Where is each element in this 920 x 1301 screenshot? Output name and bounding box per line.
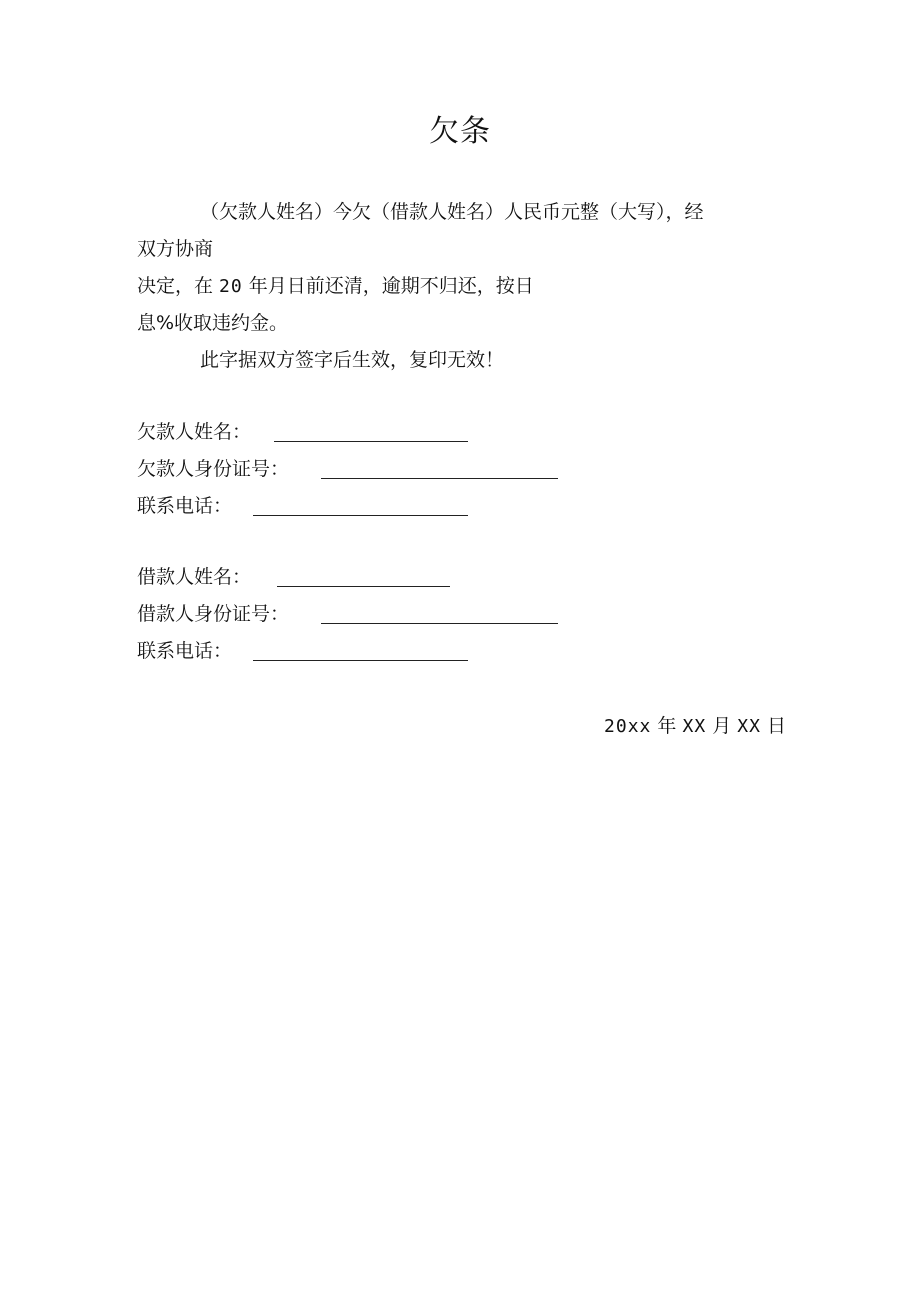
date-year: 20xx (604, 716, 652, 737)
debtor-id-blank (321, 478, 558, 479)
date-month-unit: 月 (706, 715, 738, 737)
date-day-unit: 日 (760, 715, 786, 737)
lender-name-blank (277, 586, 450, 587)
body-line-3-suffix: 年月日前还清，逾期不归还，按日 (242, 275, 534, 297)
date-day: XX (737, 716, 761, 737)
debtor-phone-label: 联系电话： (137, 495, 233, 517)
lender-name-label: 借款人姓名： (137, 566, 252, 588)
body-line-1: （欠款人姓名）今欠（借款人姓名）人民币元整（大写），经 (200, 201, 704, 223)
signature-date (604, 713, 786, 740)
body-line-4: 息%收取违约金。 (137, 312, 289, 334)
debtor-phone-blank (253, 515, 468, 516)
body-line-5: 此字据双方签字后生效，复印无效！ (200, 349, 505, 371)
debtor-name-label: 欠款人姓名： (137, 421, 252, 443)
debtor-id-label: 欠款人身份证号： (137, 458, 290, 480)
debtor-name-blank (274, 441, 468, 442)
lender-phone-label: 联系电话： (137, 640, 233, 662)
lender-phone-blank (253, 660, 468, 661)
date-year-unit: 年 (651, 715, 683, 737)
lender-id-label: 借款人身份证号： (137, 603, 290, 625)
lender-id-blank (321, 623, 558, 624)
body-line-2: 双方协商 (137, 238, 214, 260)
body-line-3-number: 20 (219, 276, 243, 297)
date-month: XX (682, 716, 707, 737)
body-line-3 (137, 273, 534, 300)
body-line-3-prefix: 决定，在 (137, 275, 220, 297)
document-title: 欠条 (429, 114, 491, 149)
